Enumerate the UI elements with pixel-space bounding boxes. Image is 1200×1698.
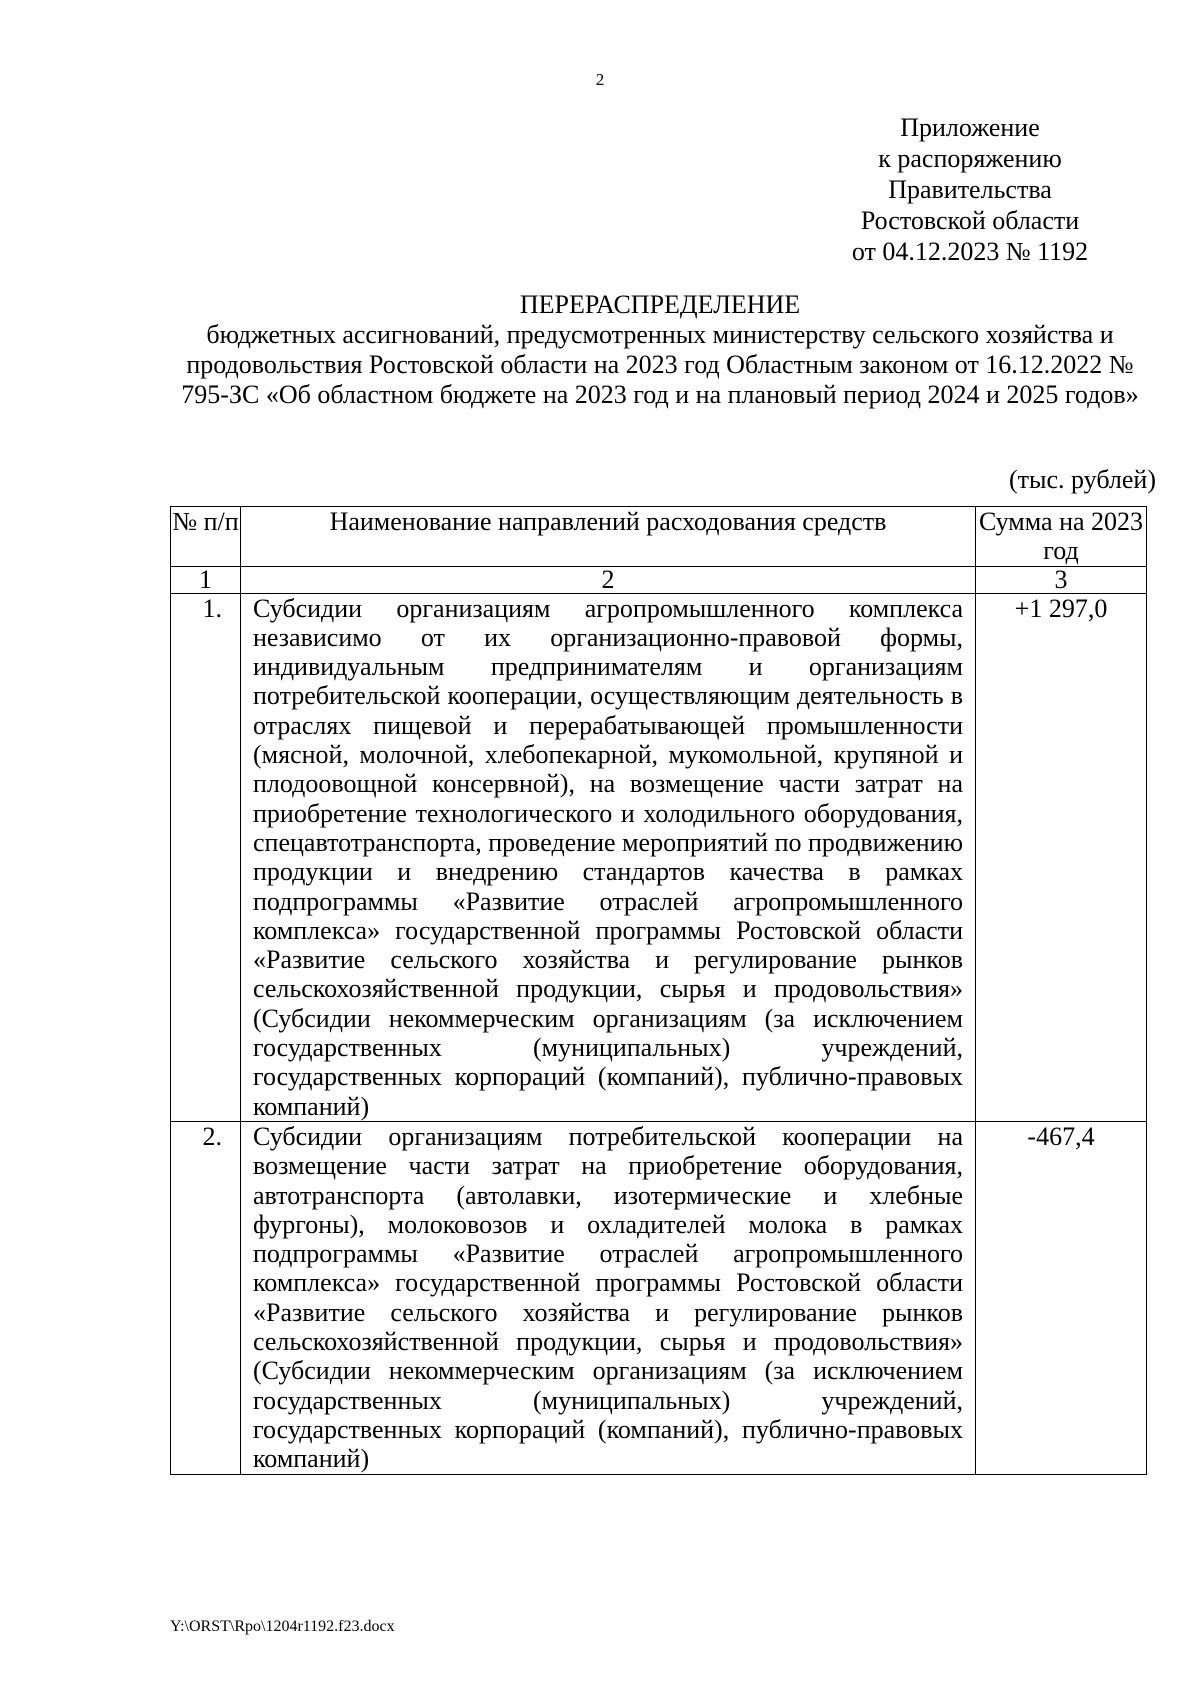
header-number: № п/п: [171, 507, 241, 567]
appendix-line-4: Ростовской области: [860, 206, 1080, 235]
table-row: [171, 593, 1147, 1121]
column-index: 2: [241, 566, 976, 593]
page-number: 2: [595, 70, 605, 89]
appendix-line-3: Правительства: [888, 175, 1052, 204]
file-path-footer: Y:\ORST\Rpo\1204r1192.f23.docx: [170, 1618, 395, 1635]
row-number: 1.: [171, 593, 241, 1121]
document-title-block: [170, 290, 1150, 410]
document-title: ПЕРЕРАСПРЕДЕЛЕНИЕ: [519, 290, 801, 319]
units-label: (тыс. рублей): [1008, 465, 1156, 494]
row-sum: -467,4: [976, 1121, 1147, 1474]
redistribution-table: [170, 506, 1147, 1475]
column-index: 3: [976, 566, 1147, 593]
table-header-row: [171, 507, 1147, 567]
document-subtitle: бюджетных ассигнований, предусмотренных министерству сельского хозяйства и продовольствия Ростовской области на 2023 год Областным законом от 16.12.2022 № 795-ЗС «Об областном бюджете на 2023 год и на плановый период 2024 и 2025 годов»: [181, 320, 1139, 409]
header-sum: Сумма на 2023 год: [976, 507, 1147, 567]
appendix-block: [820, 112, 1120, 267]
row-sum: +1 297,0: [976, 593, 1147, 1121]
row-number: 2.: [171, 1121, 241, 1474]
appendix-line-1: Приложение: [900, 113, 1040, 142]
row-description: Субсидии организациям потребительской кооперации на возмещение части затрат на приобретение оборудования, автотранспорта (автолавки, изотермические и хлебные фургоны), молоковозов и охладителей молока в рамках подпрограммы «Развитие отраслей агропромышленного комплекса» государственной программы Ростовской области «Развитие сельского хозяйства и регулирование рынков сельскохозяйственной продукции, сырья и продовольствия» (Субсидии некоммерческим организациям (за исключением государственных (муниципальных) учреждений, государственных корпораций (компаний), публично-правовых компаний): [241, 1121, 976, 1474]
table-row: [171, 1121, 1147, 1474]
row-description: Субсидии организациям агропромышленного комплекса независимо от их организационно-правовой формы, индивидуальным предпринимателям и организациям потребительской кооперации, осуществляющим деятельность в отраслях пищевой и перерабатывающей промышленности (мясной, молочной, хлебопекарной, мукомольной, крупяной и плодоовощной консервной), на возмещение части затрат на приобретение технологического и холодильного оборудования, спецавтотранспорта, проведение мероприятий по продвижению продукции и внедрению стандартов качества в рамках подпрограммы «Развитие отраслей агропромышленного комплекса» государственной программы Ростовской области «Развитие сельского хозяйства и регулирование рынков сельскохозяйственной продукции, сырья и продовольствия» (Субсидии некоммерческим организациям (за исключением государственных (муниципальных) учреждений, государственных корпораций (компаний), публично-правовых компаний): [241, 593, 976, 1121]
column-index: 1: [171, 566, 241, 593]
column-index-row: [171, 566, 1147, 593]
appendix-line-2: к распоряжению: [878, 144, 1062, 173]
header-name: Наименование направлений расходования средств: [241, 507, 976, 567]
appendix-line-5: от 04.12.2023 № 1192: [851, 237, 1089, 266]
